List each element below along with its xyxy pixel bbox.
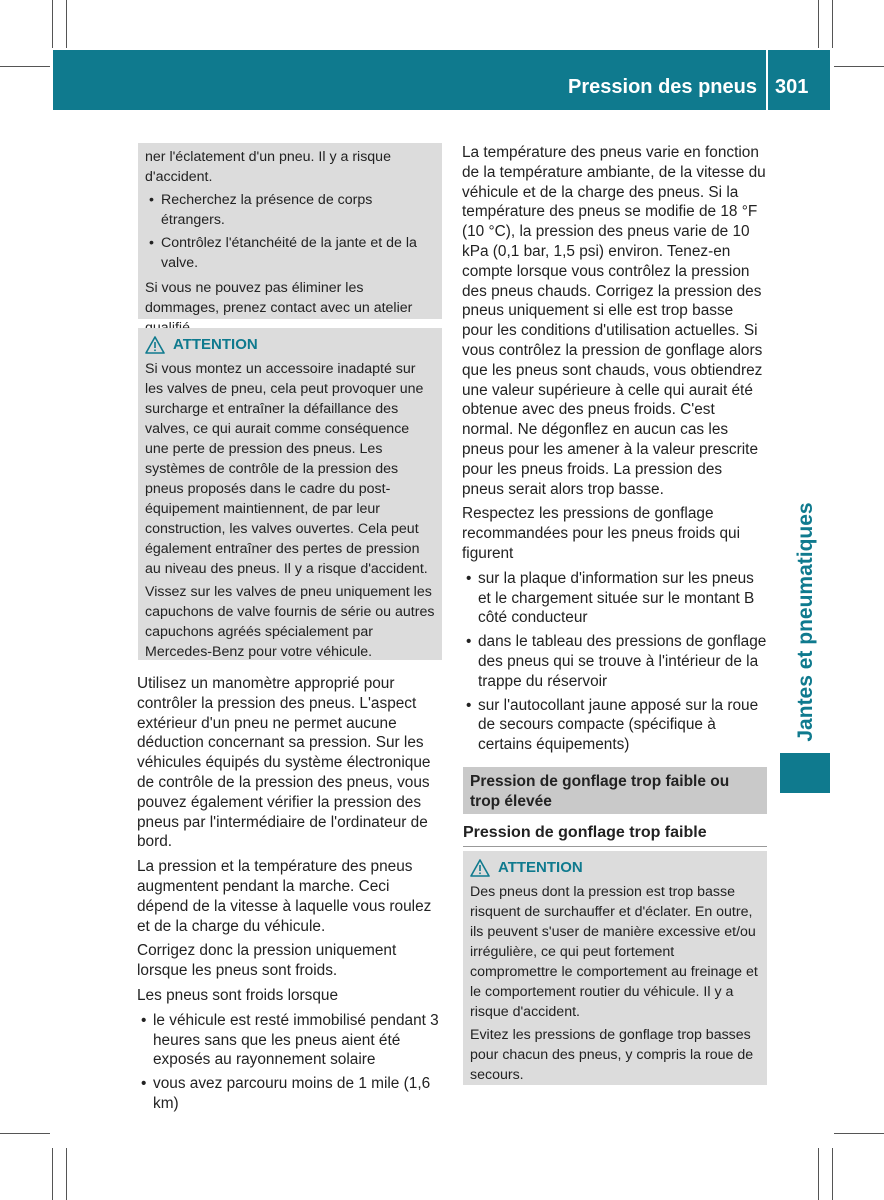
warning-text: Si vous montez un accessoire inadapté sur les valves de pneu, cela peut provoquer une surcharge et entraîner la défaillance des valves, ce qui aurait comme conséquence une perte de pression des pneus. Les systèmes de contrôle de la pression des pneus proposés dans le cadre du post-équipement maintiennent, de par leur construction, les valves ouvertes. Cela peut également entraîner des pertes de pression au niveau des pneus. Il y a risque d'accident. bbox=[145, 361, 428, 577]
warning-triangle-icon bbox=[145, 336, 165, 354]
page-header bbox=[53, 50, 830, 110]
crop-mark bbox=[52, 0, 53, 48]
list-item: • le véhicule est resté immobilisé pendant 3 heures sans que les pneus aient été exposés au rayonnement solaire bbox=[137, 1011, 443, 1070]
cold-tyres-list bbox=[137, 1011, 443, 1114]
warning-box-low-pressure bbox=[463, 851, 767, 1085]
list-item: • vous avez parcouru moins de 1 mile (1,6 km) bbox=[137, 1074, 443, 1114]
warning-title: ATTENTION bbox=[173, 336, 258, 353]
left-column-body bbox=[137, 674, 443, 1119]
paragraph: La température des pneus varie en fonction de la température ambiante, de la vitesse du véhicule et de la charge des pneus. Si la température des pneus se modifie de 18 °F (10 °C), la pression des pneus varie de 10 kPa (0,1 bar, 1,5 psi) environ. Tenez-en compte lorsque vous contrôlez la pression des pneus chauds. Corrigez la pression des pneus uniquement si elle est trop basse pour les conditions d'utilisation actuelles. Si vous contrôlez la pression de gonflage alors que les pneus sont chauds, vous obtiendrez une valeur supérieure à celle qui aurait été obtenue avec des pneus froids. C'est normal. Ne dégonflez en aucun cas les pneus pour les amener à la valeur prescrite pour les pneus froids. La pression des pneus serait alors trop basse. bbox=[462, 144, 766, 498]
crop-mark bbox=[834, 66, 884, 67]
section-heading: Pression de gonflage trop faible ou trop élevée bbox=[463, 767, 767, 814]
crop-mark bbox=[818, 1148, 819, 1200]
paragraph: La pression et la température des pneus augmentent pendant la marche. Ceci dépend de la vitesse à laquelle vous roulez et de la charge du véhicule. bbox=[137, 858, 432, 935]
warning-text: Des pneus dont la pression est trop basse risquent de surchauffer et d'éclater. En outre, ils peuvent s'user de manière excessive et/ou irrégulière, ce qui peut fortement compromettre le comportement au freinage et le comportement routier du véhicule. Il y a risque d'accident. bbox=[470, 884, 758, 1020]
right-column-body bbox=[462, 143, 768, 760]
list-item: • dans le tableau des pressions de gonflage des pneus qui se trouve à l'intérieur de la trappe du réservoir bbox=[462, 632, 768, 691]
warning-triangle-icon bbox=[470, 859, 490, 877]
paragraph: Les pneus sont froids lorsque bbox=[137, 986, 339, 1004]
crop-mark bbox=[834, 1133, 884, 1134]
page-title: Pression des pneus bbox=[568, 76, 757, 98]
continued-note-box bbox=[138, 143, 442, 319]
note-intro: ner l'éclatement d'un pneu. Il y a risque d'accident. bbox=[145, 149, 391, 185]
warning-text: Evitez les pressions de gonflage trop basses pour chacun des pneus, y compris la roue de secours. bbox=[470, 1027, 754, 1083]
crop-mark bbox=[0, 66, 50, 67]
subsection-heading: Pression de gonflage trop faible bbox=[463, 824, 767, 847]
warning-text: Vissez sur les valves de pneu uniquement les capuchons de valve fournis de série ou autres capuchons agréés spécialement par Mercedes-Benz pour votre véhicule. bbox=[145, 584, 435, 660]
warning-header bbox=[470, 858, 761, 878]
header-divider bbox=[766, 50, 768, 110]
paragraph: Utilisez un manomètre approprié pour contrôler la pression des pneus. L'aspect extérieur d'un pneu ne permet aucune déduction concernant sa pression. Sur les véhicules équipés du système électronique de contrôle de la pression des pneus, vous pouvez également vérifier la pression des pneus par l'intermédiaire de l'ordinateur de bord. bbox=[137, 675, 431, 851]
crop-mark bbox=[832, 0, 833, 48]
note-bullets bbox=[145, 190, 436, 273]
crop-mark bbox=[52, 1148, 53, 1200]
list-item: • sur l'autocollant jaune apposé sur la roue de secours compacte (spécifique à certains équipements) bbox=[462, 696, 768, 755]
crop-mark bbox=[66, 0, 67, 48]
warning-header bbox=[145, 335, 436, 355]
warning-box-valves bbox=[138, 328, 442, 660]
paragraph: Respectez les pressions de gonflage recommandées pour les pneus froids qui figurent bbox=[462, 505, 741, 562]
paragraph: Corrigez donc la pression uniquement lorsque les pneus sont froids. bbox=[137, 942, 397, 980]
crop-mark bbox=[832, 1148, 833, 1200]
list-item: • Contrôlez l'étanchéité de la jante et de la valve. bbox=[145, 233, 436, 273]
chapter-side-label: Jantes et pneumatiques bbox=[794, 502, 817, 742]
pressure-locations-list bbox=[462, 569, 768, 755]
chapter-side-tab bbox=[780, 753, 830, 793]
list-item: • Recherchez la présence de corps étrangers. bbox=[145, 190, 436, 230]
list-item: • sur la plaque d'information sur les pneus et le chargement située sur le montant B côté conducteur bbox=[462, 569, 768, 628]
note-outro: Si vous ne pouvez pas éliminer les dommages, prenez contact avec un atelier bbox=[145, 280, 413, 316]
page-number: 301 bbox=[775, 76, 809, 98]
crop-mark bbox=[0, 1133, 50, 1134]
crop-mark bbox=[818, 0, 819, 48]
warning-title: ATTENTION bbox=[498, 859, 583, 876]
crop-mark bbox=[66, 1148, 67, 1200]
